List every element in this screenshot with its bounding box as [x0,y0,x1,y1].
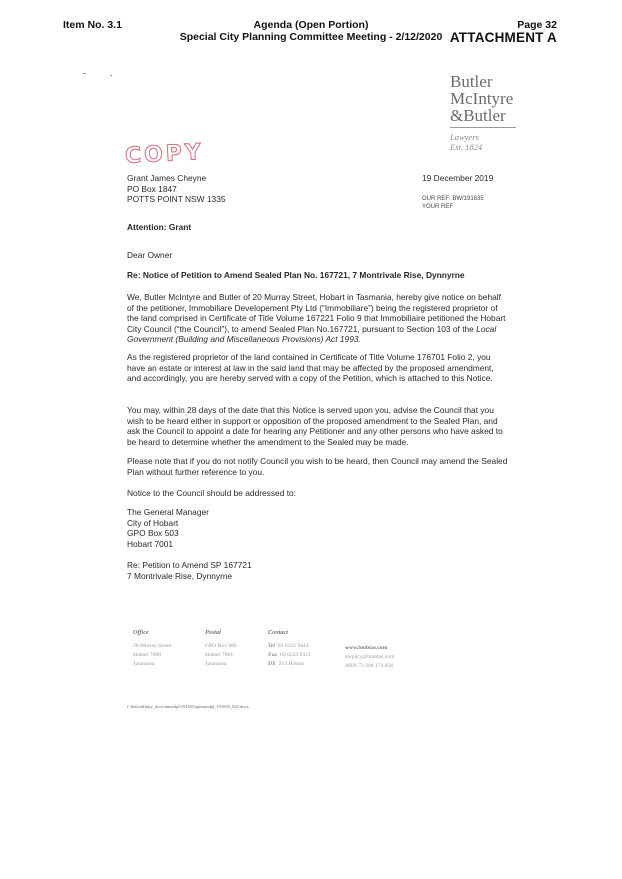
council-line: City of Hobart [127,517,179,528]
footer-website[interactable]: www.bmbtas.com [345,645,388,651]
page-number: Page 32 [517,19,557,31]
council-line: Hobart 7001 [127,538,174,549]
logo-divider [450,127,516,128]
council-line: GPO Box 503 [127,528,179,539]
scan-mark [83,73,86,74]
paragraph-notice [127,292,509,345]
council-address [127,507,209,549]
meeting-title: Special City Planning Committee Meeting - 2/12/2020 [179,31,443,43]
dx-number: 213 Hobart [278,661,304,667]
copy-stamp: COPY [124,139,205,170]
council-line: The General Manager [127,507,209,517]
fax-number: 03 6223 6321 [280,652,311,658]
footer-office-address [133,642,171,669]
document-file-path: f:\data\affinity_docs\mmodpl\191635\pimmodpl_191635_045.docx [127,704,249,709]
footer-postal-address [205,642,237,669]
letter-date: 19 December 2019 [422,173,494,183]
closing-reference [127,560,252,581]
footer-postal [205,629,237,669]
footer-line: 20 Murray Street [133,643,172,649]
logo-subtitle [450,132,482,152]
paragraph-proprietor: As the registered proprietor of the land contained in Certificate of Title Volume 176701 Folio 2, you have an estate or interest at law in the said land that may be affected by the proposed amendment, and accordingly, you are hereby served with a copy of the Petition, which is attached to this Notice. [127,352,494,384]
logo-line: &Butler [450,106,506,125]
footer-line: Tasmania [133,661,155,667]
logo-lawyers: Lawyers [450,132,479,142]
your-ref: YOUR REF [422,204,454,210]
firm-logo [450,73,513,124]
footer-office-heading: Office [133,629,149,636]
subject-line: Re: Notice of Petition to Amend Sealed Plan No. 167721, 7 Montrivale Rise, Dynnyrne [127,270,465,280]
footer-email[interactable]: enquiry@bmbtas.com [345,654,395,660]
recipient-suburb: POTTS POINT NSW 1335 [127,194,226,205]
recipient-address [127,173,226,205]
logo-established: Est. 1824 [450,142,483,152]
footer-line: Hobart 7001 [205,652,234,658]
footer-abn: ABN 73 206 174 856 [345,663,394,669]
act-title: Local Government (Building and Miscellaneous Provisions) Act 1993. [127,323,497,345]
logo-line: McIntyre [450,89,514,108]
footer-line: Hobart 7000 [133,652,162,658]
tel-label: Tel [268,643,275,649]
item-number: Item No. 3.1 [63,19,122,31]
recipient-name: Grant James Cheyne [127,173,207,183]
attention-line: Attention: Grant [127,222,192,232]
footer-dx [268,660,311,669]
paragraph-notice-text: We, Butler McIntyre and Butler of 20 Murray Street, Hobart in Tasmania, hereby give notice on behalf of the petitioner, Immobiliare Developement Pty Ltd (“Immobiliare”) being the registered proprietor of the land comprised in Certificate of Title Volume 167221 Folio 9 that Immobiliaire petitioned the Hobart City Council (“the Council”), to amend Sealed Plan No.167721, pursuant to Section 103 of the [127,292,506,334]
logo-line: Butler [450,72,493,91]
our-ref: OUR REF: BW/191635 [422,196,484,202]
closing-line: 7 Montrivale Rise, Dynnyrne [127,570,233,581]
tel-number: 03 6222 9444 [277,643,309,649]
agenda-heading [150,19,472,43]
footer-postal-heading: Postal [205,629,221,636]
paragraph-address-note: Notice to the Council should be addressed to: [127,488,297,498]
attachment-label: ATTACHMENT A [449,30,557,45]
agenda-title: Agenda (Open Portion) [253,19,369,31]
footer-contact-heading: Contact [268,629,288,636]
dx-label: DX [268,661,276,667]
reference-block [422,195,484,211]
paragraph-no-notify: Please note that if you do not notify Council you wish to be heard, then Council may amend the Sealed Plan without further reference to you. [127,456,508,477]
scan-mark [110,75,112,76]
footer-line: Tasmania [205,661,227,667]
footer-office [133,629,171,669]
footer-contact-numbers [268,642,311,669]
footer-contact [268,629,311,669]
footer-tel [268,642,311,651]
recipient-box: PO Box 1847 [127,183,177,194]
fax-label: Fax [268,652,278,658]
salutation: Dear Owner [127,250,173,260]
paragraph-hearing: You may, within 28 days of the date that this Notice is served upon you, advise the Council that you wish to be heard either in support or opposition of the proposed amendment to the Sealed Plan, and ask the Council to appoint a date for hearing any Petitioner and any other persons who have asked to be heard to determine whether the amendment to the Sealed may be made. [127,405,503,447]
footer-line: GPO Box 980 [205,643,237,649]
footer-fax [268,651,311,660]
closing-line: Re: Petition to Amend SP 167721 [127,560,252,570]
footer-web [345,644,394,671]
